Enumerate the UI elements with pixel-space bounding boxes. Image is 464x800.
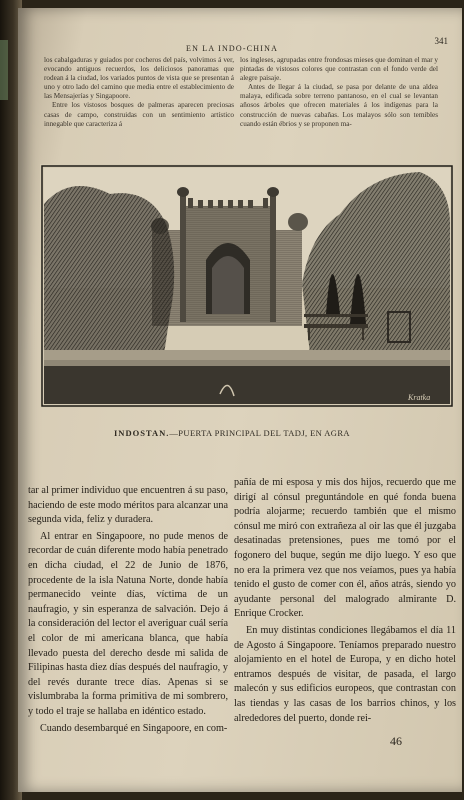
page-number-bottom: 46 <box>390 734 402 748</box>
paragraph: Antes de llegar á la ciudad, se pasa por delante de una aldea malaya, edificada sobre terreno pantanoso, en el cual se levantan añosos árboles que ofrecen materiales á los indígenas para la construcción de nuevas cabañas. Los malayos sólo son temibles cuando están ébrios y se proponen ma- <box>240 83 438 128</box>
paragraph: Al entrar en Singapoore, no pude menos de recordar de cuán diferente modo había penetrado en dicha ciudad, el 22 de Junio de 1876, procedente de la isla Natuna Norte, donde había permanecido veinte días, víctima de un naufragio, y sin esperanza de salvación. Dejo á la consideración del lector el averiguar cuál sería el color de mi americana blanca, que había llevado puesta del derecho desde mi salida de Filipinas hasta diez días después del naufragio, y del revés durante trece días. Apenas si se vislumbraba la forma primitiva de mi sombrero, y todo el traje se hallaba en idéntico estado. <box>28 530 228 717</box>
caption-text: —PUERTA PRINCIPAL DEL TADJ, EN AGRA <box>169 428 350 438</box>
engraver-signature: Kratka <box>408 393 431 402</box>
running-title: EN LA INDO-CHINA <box>186 44 279 53</box>
top-text-column-right <box>240 56 438 129</box>
caption-lead: INDOSTAN. <box>114 428 170 438</box>
page-number-top: 341 <box>434 36 448 46</box>
book-page <box>18 8 462 792</box>
body-column-left <box>28 484 228 738</box>
paragraph: tar al primer individuo que encuentren á su paso, haciendo de este modo méritos para alcanzar una segunda vida, feliz y duradera. <box>28 485 228 526</box>
engraving-taj-gate <box>40 164 454 408</box>
paragraph: Cuando desembarqué en Singapoore, en com- <box>40 722 228 734</box>
paragraph: los cabalgaduras y guiados por cocheros del país, volvimos á ver, evocando antiguos recuerdos, los deliciosos panoramas que rodean á la ciudad, los variados puntos de vista que se presentan á uno y otro lado del camino que media entre el establecimiento de las Mensajerías y Singapoore. <box>44 56 234 101</box>
body-column-right <box>234 476 456 728</box>
paragraph: los ingleses, agrupadas entre frondosas mieses que dominan el mar y pintadas de vistosos colores que contrastan con el fondo verde del alegre paisaje. <box>240 56 438 83</box>
figure-caption <box>114 428 414 438</box>
top-text-column-left <box>44 56 234 129</box>
bookmark-ribbon <box>0 40 8 100</box>
paragraph: pañía de mi esposa y mis dos hijos, recuerdo que me dirigí al cónsul preguntándole en qué fonda buena podría alojarme; recuerdo también que el mismo cónsul me miró con extrañeza al oir las que él juzgaba desatinadas pretensiones, pues me tomó por el fogonero del buque, según me dijo luego. Y eso que no era la primera vez que nos veíamos, pues ya había tenido el gusto de comer con él, años atrás, siendo yo ayudante personal del malogrado almirante D. Enrique Crocker. <box>234 477 456 620</box>
paragraph: Entre los vistosos bosques de palmeras aparecen preciosas casas de campo, construidas con un sentimiento artístico innegable que caracteriza á <box>44 101 234 128</box>
paragraph: En muy distintas condiciones llegábamos el día 11 de Agosto á Singapoore. Teníamos preparado nuestro alojamiento en el hotel de Europa, y en dicho hotel entramos después de visitar, de pasada, el largo malecón y sus edificios europeos, que contrastan con las tiendas y las casas de los barrios chinos, y los alrededores del puerto, donde rei- <box>234 624 456 724</box>
